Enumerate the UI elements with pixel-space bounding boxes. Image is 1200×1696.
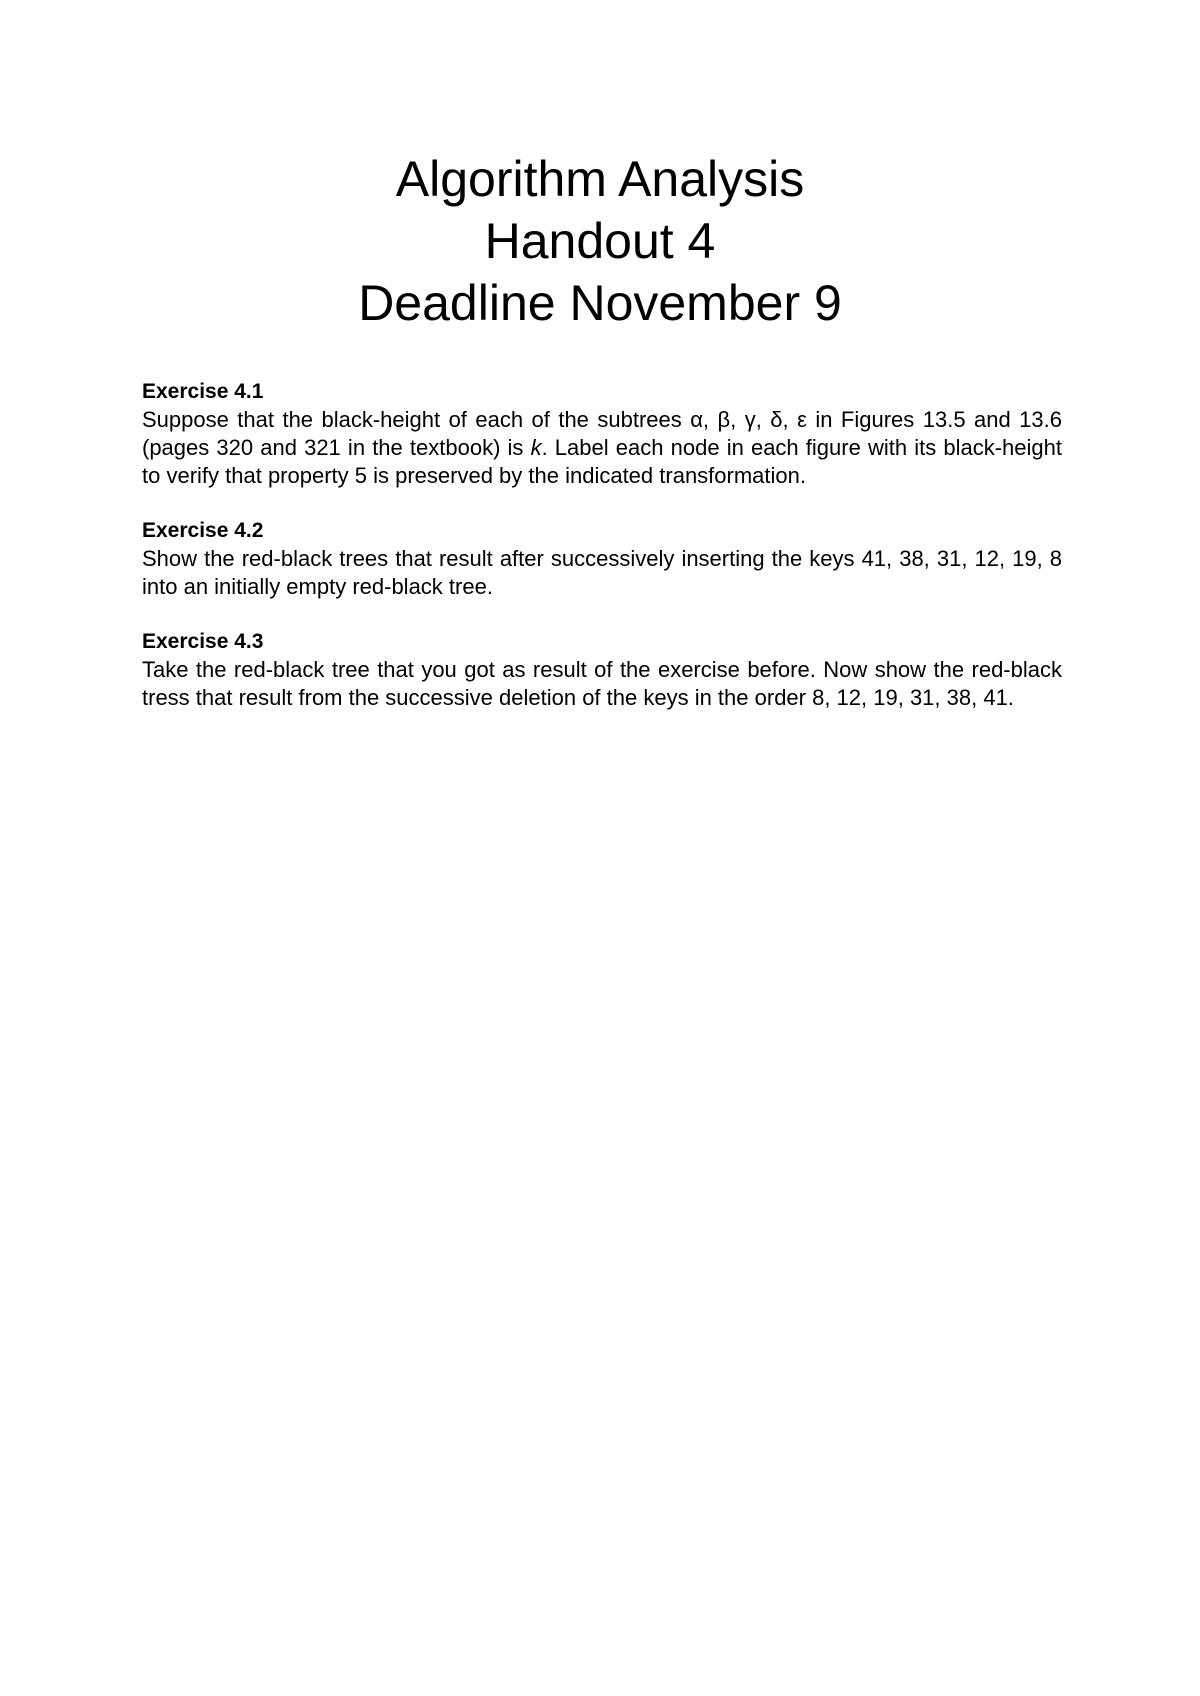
exercise-heading: Exercise 4.3 xyxy=(142,630,264,653)
exercise-heading: Exercise 4.1 xyxy=(142,380,264,403)
exercise-text-part: . Label each node in each figure with its black-height to verify that property 5 is preserved by the indicated transformation. xyxy=(142,435,1062,488)
handout-title xyxy=(0,148,1200,334)
course-title: Algorithm Analysis xyxy=(395,151,805,207)
exercise-text xyxy=(142,406,1062,490)
exercise-4-3 xyxy=(142,628,1062,712)
exercise-4-1 xyxy=(142,378,1062,490)
deadline: Deadline November 9 xyxy=(358,275,842,331)
handout-number: Handout 4 xyxy=(484,213,716,269)
exercise-heading: Exercise 4.2 xyxy=(142,519,264,542)
variable-k: k xyxy=(530,435,542,460)
exercise-list xyxy=(142,378,1062,739)
exercise-text: Show the red-black trees that result after successively inserting the keys 41, 38, 31, 12, 19, 8 into an initially empty red-black tree. xyxy=(142,546,1062,599)
exercise-4-2 xyxy=(142,517,1062,601)
exercise-text: Take the red-black tree that you got as result of the exercise before. Now show the red-black tress that result from the successive deletion of the keys in the order 8, 12, 19, 31, 38, 41. xyxy=(142,657,1062,710)
exercise-text-part: Suppose that the black-height of each of the subtrees α, β, γ, δ, ε in Figures 13.5 and 13.6 (pages 320 and 321 in the textbook) is xyxy=(142,407,1062,460)
